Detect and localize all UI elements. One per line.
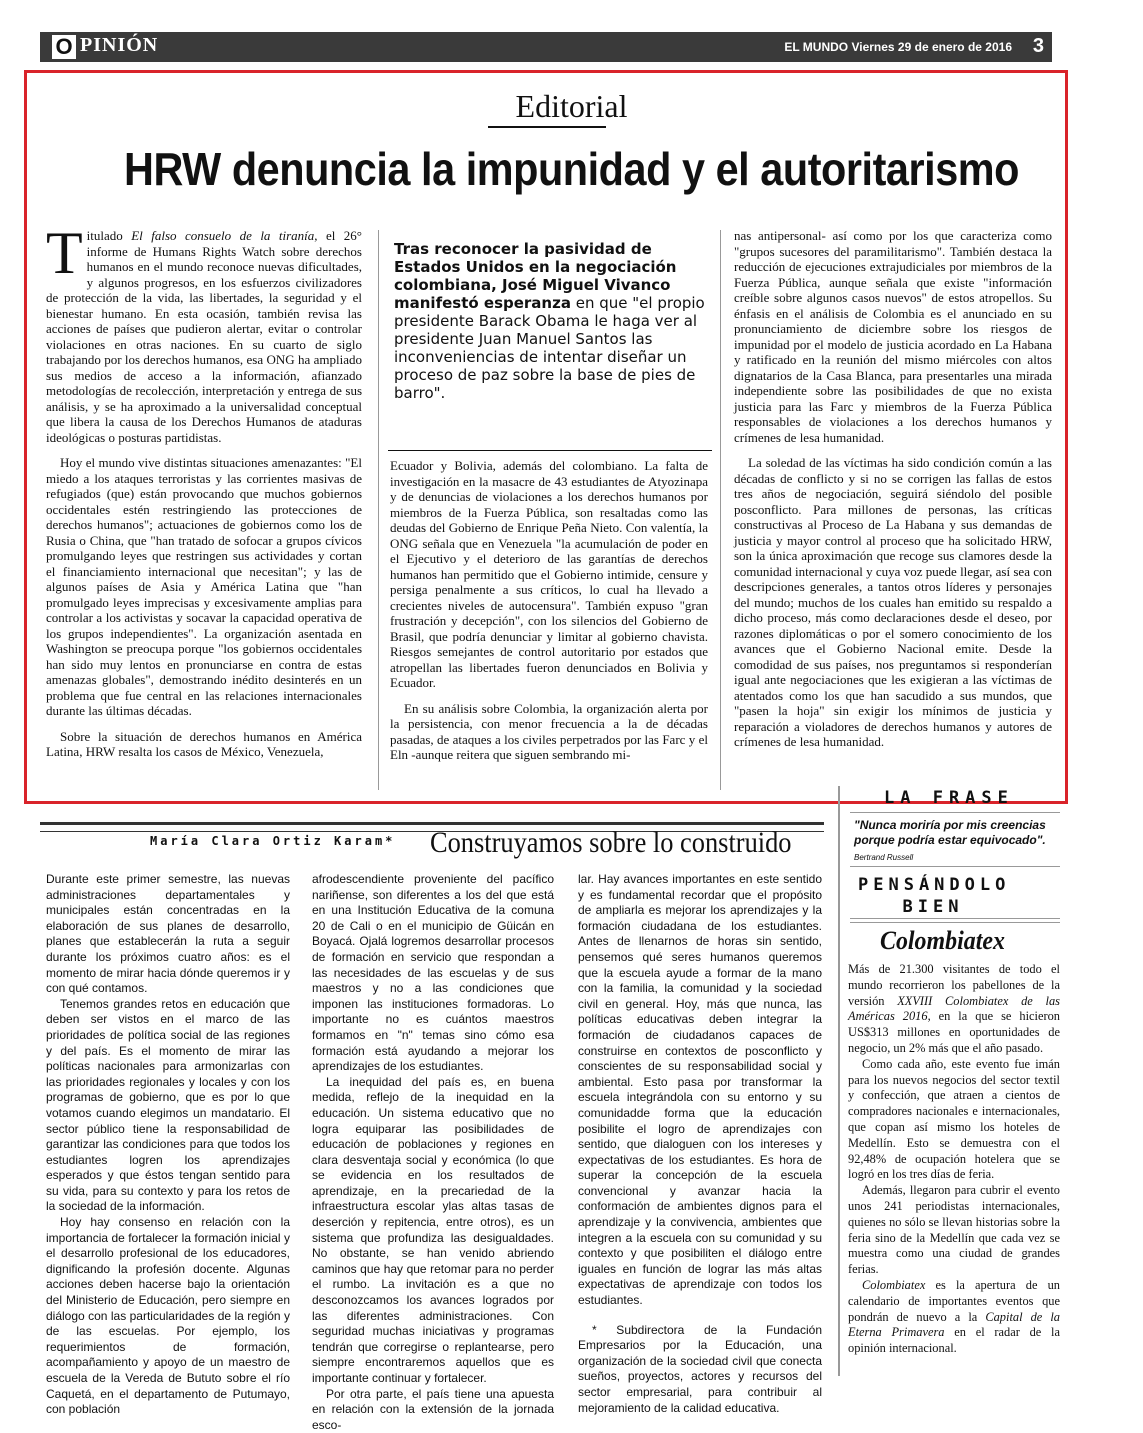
drop-cap: T: [46, 220, 83, 286]
sidebar-paragraph: Colombiatex es la apertura de un calendario de importantes eventos que pondrán de nuevo a la Capital de la Eterna Primavera en el radar de la opinión internacional.: [848, 1277, 1060, 1356]
report-title: El falso consuelo de la tiranía: [131, 228, 315, 243]
column-paragraph: Durante este primer semestre, las nuevas administraciones departamentales y municipales están concentradas en la elaboración de sus planes de desarrollo, planes que establecerán la ruta a seguir durante los próximos cuatro años: es el momento de mirar hacia dónde queremos ir y con qué contamos.: [46, 872, 290, 996]
section-title: PINIÓN: [80, 34, 159, 56]
sidebar-rule: [850, 812, 1060, 813]
publication-name: EL MUNDO: [784, 40, 849, 54]
editorial-label: Editorial: [515, 88, 628, 124]
featured-quote: "Nunca moriría por mis creencias porque podría estar equivocado".: [854, 818, 1046, 847]
column-paragraph: afrodescendiente proveniente del pacífico nariñense, son diferentes a los del que está en una Institución Educativa de la comuna 20 de Cali o en el municipio de Güicán en Boyacá. Ojalá logremos desarrollar procesos de formación en servicio que respondan a las necesidades de las escuelas y de sus maestros y no a las condiciones que imponen las instituciones formadoras. Lo importante no es cuántos maestros formamos en "n" temas sino cómo esa formación está ayudando a mejorar los aprendizajes de los estudiantes.: [312, 872, 554, 1074]
column-author: María Clara Ortiz Karam*: [150, 834, 396, 848]
opinion-column-3: [578, 872, 822, 1416]
pull-quote-text: en que "el propio presidente Barack Obama le haga ver al presidente Juan Manuel Santos las inconveniencias de intentar diseñar un proceso de paz sobre la base de pies de barro".: [394, 294, 705, 402]
issue-date: Viernes 29 de enero de 2016: [851, 40, 1012, 54]
editorial-paragraph: La soledad de las víctimas ha sido condición común a las décadas de conflicto y si no se corrigen las fallas de estos tres años de negociación, seguirá siéndolo del posible posconflicto. Para millones de personas, las críticas constructivas al Proceso de La Habana y sus demandas de justicia y mayor control al proceso que ha solicitado HRW, son la única aproximación que recoge sus clamores desde la comunidad internacional y cuya voz puede llegar, así sea con descripciones generales, a tantos otros líderes y personajes del mundo; muchos de los cuales han emitido su respaldo a dicho proceso, más como declaraciones desde el deseo, por razones diplomáticas o por el somero conocimiento de los avances que el Gobierno Nacional emite. Desde la comodidad de sus países, nos preguntamos si responderían igual ante negociaciones que les exigieran a las víctimas de atentados como los que han sacudido a sus mundos, que "pasen la hoja" sin exigir los mínimos de justicia y reparación a violadores de derechos humanos y autores de crímenes de lesa humanidad.: [734, 455, 1052, 749]
column-paragraph: Hoy hay consenso en relación con la importancia de fortalecer la formación inicial y el desarrollo profesional de los educadores, dignificando la profesión docente. Algunas acciones deben hacerse bajo la orientación del Ministerio de Educación, pero siempre en diálogo con las particularidades de la región y de las escuelas. Por ejemplo, los requerimientos de formación, acompañamiento y apoyo de un maestro de escuela de la Vereda de Bututo sobre el río Caquetá, en el departamento de Putumayo, con población: [46, 1215, 290, 1417]
column-divider: [720, 230, 721, 790]
editorial-paragraph: Ecuador y Bolivia, además del colombiano. La falta de investigación en la masacre de 43 estudiantes de Atyozinapa y de denuncias de violaciones a los derechos humanos por miembros de la Fuerza Pública, son resaltadas como las deudas del Gobierno de Enrique Peña Nieto. Con valentía, la ONG señala que en Venezuela "la acumulación de poder en el Ejecutivo y el deterioro de las garantías de derechos humanos han permitido que el Gobierno intimide, censure y persiga penalmente a sus críticos, lo cual ha llevado a crecientes niveles de autocensura". También expuso "gran frustración y decepción", con los silencios del Gobierno de Brasil, que podría denunciar y limitar al gobierno chavista. Riesgos semejantes de control autoritario por estados que atropellan las libertades fueron denunciados en Bolivia y Ecuador.: [390, 458, 708, 690]
editorial-paragraph: nas antipersonal- así como por los que caracteriza como "grupos sucesores del paramilitarismo". También destaca la reducción de ejecuciones extrajudiciales por miembros de la Fuerza Pública, aunque señala que existe "información creíble sobre algunos casos nuevos" de estos atropellos. Su énfasis en el análisis de Colombia es el anunciado en su pronunciamiento de diciembre sobre los riesgos de impunidad por el modelo de justicia acordado en La Habana y ratificado en la reunión del mismo miércoles con altos dignatarios de la Casa Blanca, para presentarles una mirada independiente sobre las posibilidades de que no exista justicia para las Farc y miembros de la Fuerza Pública responsables de violaciones a los derechos humanos y crímenes de lesa humanidad.: [734, 228, 1052, 445]
pull-quote-bold: Tras reconocer la pasividad de Estados Unidos en la negociación colombiana, José Miguel Vivanco manifestó esperanza: [394, 240, 677, 312]
column-title: Construyamos sobre lo construido: [430, 826, 792, 859]
la-frase-heading: LA FRASE: [884, 788, 1014, 808]
sidebar-title: Colombiatex: [880, 926, 1005, 955]
quote-author: Bertrand Russell: [854, 853, 914, 862]
sidebar-column: [848, 962, 1060, 1357]
pull-quote: [394, 240, 706, 402]
editorial-paragraph: Sobre la situación de derechos humanos en América Latina, HRW resalta los casos de México, Venezuela,: [46, 728, 362, 759]
sidebar-paragraph: Más de 21.300 visitantes de todo el mundo recorrieron los pabellones de la versión XXVIII Colombiatex de las Américas 2016, en la que se hicieron US$313 millones en oportunidades de negocio, un 2% más que el año pasado.: [848, 962, 1060, 1055]
column-paragraph: Tenemos grandes retos en educación que deben ser vistos en el marco de las prioridades de política social de las regiones y del país. Es el momento de mirar las políticas nacionales para armonizarlas con las prioridades regionales y locales y con los programas de gobierno, que es por lo que votamos cuando elegimos un mandatario. El sector público tiene la responsabilidad de garantizar las condiciones para que todos los estudiantes logren los aprendizajes esperados y que éstos tengan sentido para su vida, para su contexto y para los retos de la sociedad de la información.: [46, 996, 290, 1214]
sidebar-paragraph: Además, llegaron para cubrir el evento unos 241 periodistas internacionales, quienes no sólo se llevan historias sobre la feria sino de la Medellín que cada vez se muestra como una ciudad de grandes ferias.: [848, 1183, 1060, 1277]
opinion-column-2: [312, 872, 554, 1433]
editorial-headline: HRW denuncia la impunidad y el autoritarismo: [124, 143, 1019, 195]
editorial-paragraph: En su análisis sobre Colombia, la organización alerta por la persistencia, con menor frecuencia a la de décadas pasadas, de ataques a los civiles perpetrados por las Farc y el Eln -aunque reitera que siguen sembrando mi-: [390, 700, 708, 762]
column-paragraph: Por otra parte, el país tiene una apuesta en relación con la extensión de la jornada esco-: [312, 1386, 554, 1432]
page-number: 3: [1032, 35, 1044, 57]
editorial-paragraph: Hoy el mundo vive distintas situaciones amenazantes: "El miedo a los ataques terroristas y las corrientes masivas de refugiados (que) están provocando que muchos gobiernos occidentales estén restringiendo las protecciones de derechos humanos"; actuaciones de gobiernos como los de Rusia o China, que "han tratado de sofocar a grupos cívicos promulgando leyes que restringen sus actividades y cortan el financiamiento internacional que necesitan"; y las de algunos países de Asia y América Latina que "han promulgado leyes imprecisas y excesivamente amplias para controlar a los activistas y socavar la capacidad operativa de los grupos independientes". La organización asentada en Washington se preocupa porque "los gobiernos occidentales han sido muy lentos en pronunciarse en contra de estas amenazas globales", demostrando inédito desinterés en un problema que fue central en las relaciones internacionales durante las últimas décadas.: [46, 455, 362, 718]
editorial-column-2: [390, 458, 708, 773]
editorial-paragraph: Titulado El falso consuelo de la tiranía, el 26° informe de Humans Rights Watch sobre derechos humanos en el mundo reconoce nuevas dificultades, y algunos progresos, en los esfuerzos civilizadores de protección de la vida, las libertades, la seguridad y el bienestar humano. En esta ocasión, también revisa las acciones de países que pudieron alertar, evitar o controlar violaciones en otras naciones. En su cuarto de siglo trabajando por los derechos humanos, esa ONG ha ampliado sus medios de acceso a la información, afianzado metodologías de recolección, interpretación y entrega de sus análisis, y se ha aproximado a la universalidad conceptual que libera la causa de los Derechos Humanos de ataduras ideológicas o posturas partidistas.: [46, 220, 363, 445]
opinion-column-1: [46, 872, 290, 1418]
sidebar-rule: [850, 866, 1060, 867]
editorial-column-3: [734, 228, 1052, 760]
column-divider: [378, 230, 379, 790]
editorial-column-1: [46, 220, 363, 770]
sidebar-rule: [850, 918, 1060, 923]
pensandolo-bien-heading: PENSÁNDOLO BIEN: [858, 875, 1011, 917]
pull-quote-rule: [388, 450, 712, 451]
sidebar-paragraph: Como cada año, este evento fue imán para los nuevos negocios del sector textil y confección, que atraen a cientos de compradores nacionales e internacionales, que copan así mismo los hoteles de Medellín. Esto se demuestra con el 92,48% de ocupación hotelera que se logró en los tres días de feria.: [848, 1056, 1060, 1182]
section-header-bar: [40, 32, 1052, 62]
author-footnote: * Subdirectora de la Fundación Empresarios por la Educación, una organización de la sociedad civil que conecta sueños, proyectos, actores y recursos del sector empresarial, para contribuir al mejoramiento de la calidad educativa.: [578, 1322, 822, 1415]
column-paragraph: La inequidad del país es, en buena medida, reflejo de la inequidad en la educación. Un sistema educativo que no logra equiparar las posibilidades de educación de poblaciones y regiones en clara desventaja social y económica (lo que se evidencia en los resultados de aprendizaje, en la precariedad de la infraestructura escolar ylas altas tasas de deserción y repitencia, entre otros), es un sistema que profundiza las desigualdades. No obstante, se han venido abriendo caminos que hay que retomar para no perder el rumbo. La invitación es a que no desconozcamos los avances logrados por las diferentes administraciones. Con seguridad muchas iniciativas y programas tendrán que corregirse o replantearse, pero siempre encontraremos aquellos que es importante continuar y fortalecer.: [312, 1074, 554, 1385]
column-paragraph: lar. Hay avances importantes en este sentido y es fundamental recordar que el propósito de ampliarla es mejorar los aprendizajes y la formación ciudadana de los estudiantes. Antes de llenarnos de horas sin sentido, pensemos qué seres humanos queremos que la escuela ayude a formar de la mano con la familia, la comunidad y la sociedad civil en general. Hoy, más que nunca, las políticas educativas deben integrar la formación de ciudadanos capaces de construirse en contextos de posconflicto y conscientes de su responsabilidad social y ambiental. Esto pasa por transformar la escuela integrándola con su entorno y su comunidadde forma que la educación posibilite el logro de aprendizajes con sentido, que dialoguen con los intereses y expectativas de los estudiantes. Es hora de superar la concepción de la escuela convencional y avanzar hacia la conformación de ambientes dignos para el aprendizaje y la convivencia, ambientes que integren a la escuela con su comunidad y su contexto y que posibiliten el diálogo entre iguales en función de lograr las más altas expectativas de aprendizaje con todos los estudiantes.: [578, 872, 822, 1308]
editorial-label-underline: [488, 126, 606, 128]
sidebar-divider: [838, 786, 840, 1376]
section-initial: O: [52, 35, 76, 59]
publication-date-line: [784, 40, 1012, 54]
